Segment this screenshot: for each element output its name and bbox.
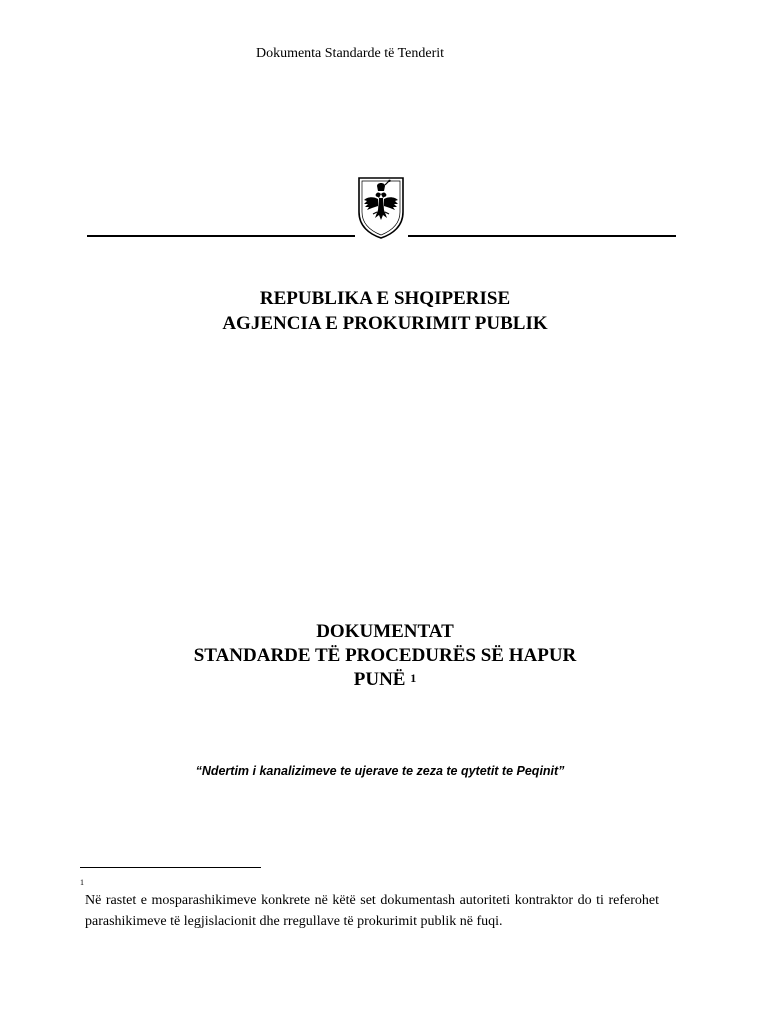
document-title-line-3 xyxy=(0,668,770,692)
footnote-separator xyxy=(80,867,261,868)
header-rule-right xyxy=(408,235,676,237)
organization-line-2: AGJENCIA E PROKURIMIT PUBLIK xyxy=(222,313,548,334)
footnote-mark: 1 xyxy=(80,878,84,887)
project-title: “Ndertim i kanalizimeve te ujerave te zeza te qytetit te Peqinit” xyxy=(195,764,565,778)
organization-title xyxy=(0,286,770,336)
document-type: PUNË xyxy=(353,669,406,690)
document-title-line-2: STANDARDE TË PROCEDURËS SË HAPUR xyxy=(193,645,577,666)
footnote-text: Në rastet e mosparashikimeve konkrete në këtë set dokumentash autoriteti kontraktor do ti referohet parashikimeve të legjislacionit dhe rregullave të prokurimit publik në fuqi. xyxy=(85,893,659,929)
running-header: Dokumenta Standarde të Tenderit xyxy=(255,46,445,61)
footnote-reference[interactable]: 1 xyxy=(410,671,417,685)
header-rule-left xyxy=(87,235,355,237)
organization-line-1: REPUBLIKA E SHQIPERISE xyxy=(259,288,511,309)
albanian-coat-of-arms-icon xyxy=(357,176,405,240)
document-title-line-1: DOKUMENTAT xyxy=(316,621,454,642)
document-title xyxy=(0,620,770,692)
